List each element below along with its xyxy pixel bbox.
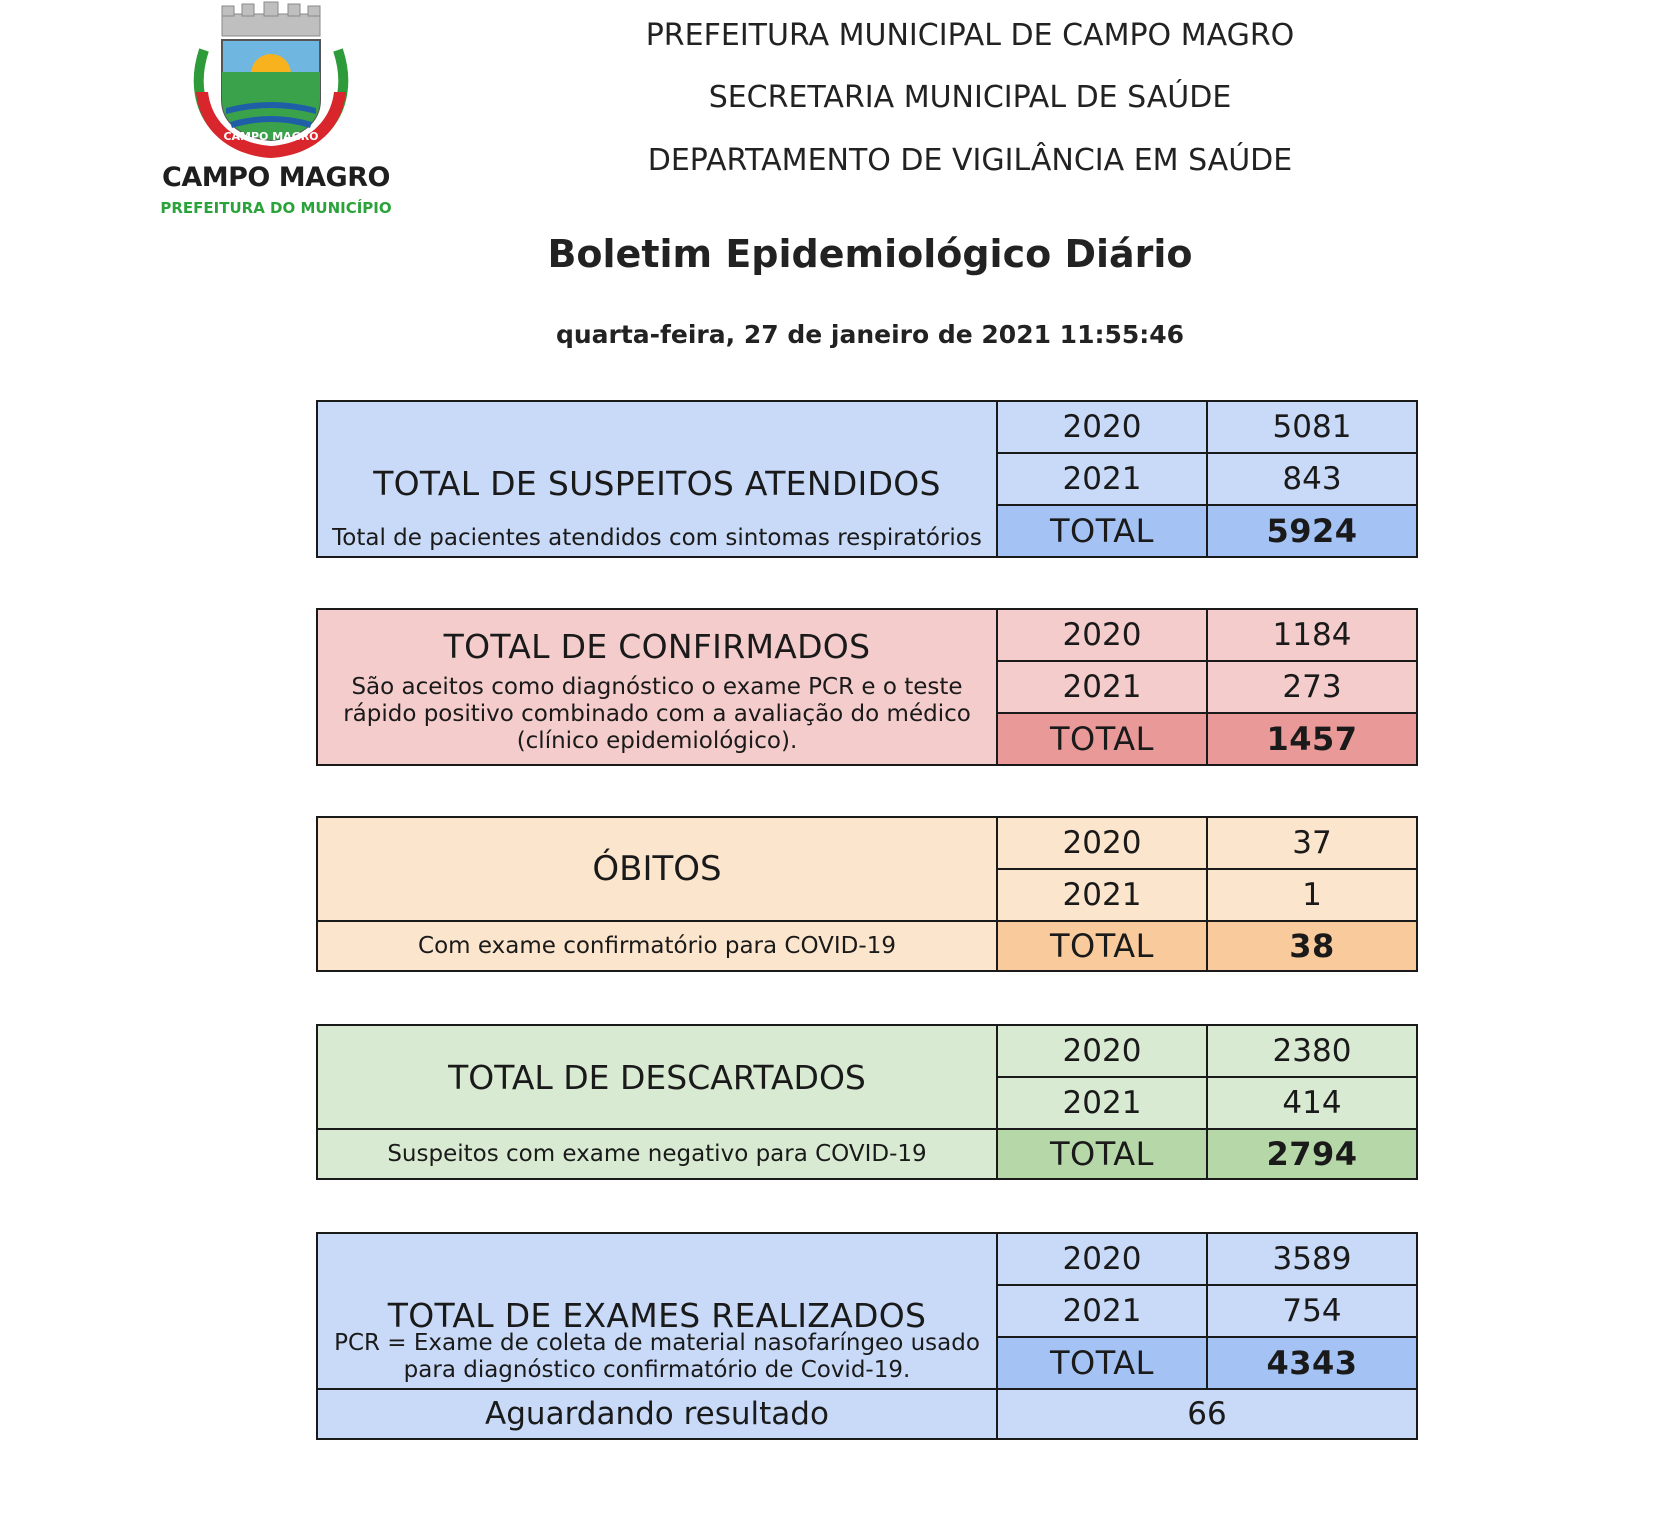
exams-year-2020: 2020 [997, 1233, 1207, 1285]
discarded-total-label: TOTAL [997, 1129, 1207, 1179]
header-line-3: DEPARTAMENTO DE VIGILÂNCIA EM SAÚDE [647, 143, 1293, 178]
header-line-1: PREFEITURA MUNICIPAL DE CAMPO MAGRO [645, 18, 1295, 53]
suspects-description: Total de pacientes atendidos com sintomas respiratórios [332, 525, 982, 551]
logo-ribbon-text: CAMPO MAGRO [223, 130, 319, 143]
deaths-value-2021: 1 [1207, 869, 1417, 921]
awaiting-result-value: 66 [997, 1389, 1417, 1439]
awaiting-result-label: Aguardando resultado [317, 1389, 997, 1439]
suspects-title: TOTAL DE SUSPEITOS ATENDIDOS [373, 463, 941, 503]
exams-description: PCR = Exame de coleta de material nasofaríngeo usado para diagnóstico confirmatório de Covid-19. [334, 1330, 980, 1383]
exams-value-2020: 3589 [1207, 1233, 1417, 1285]
logo-name: CAMPO MAGRO [162, 162, 390, 193]
suspects-label-cell [317, 401, 997, 557]
confirmed-value-2021: 273 [1207, 661, 1417, 713]
page-title: Boletim Epidemiológico Diário [547, 232, 1193, 276]
exams-label-cell [317, 1233, 997, 1389]
deaths-total-value: 38 [1207, 921, 1417, 971]
confirmed-description: São aceitos como diagnóstico o exame PCR e o teste rápido positivo combinado com a avaliação do médico (clínico epidemiológico). [343, 674, 971, 754]
deaths-year-2021: 2021 [997, 869, 1207, 921]
deaths-table [316, 816, 1418, 972]
discarded-value-2020: 2380 [1207, 1025, 1417, 1077]
exams-value-2021: 754 [1207, 1285, 1417, 1337]
deaths-total-label: TOTAL [997, 921, 1207, 971]
deaths-title: ÓBITOS [317, 817, 997, 921]
suspects-value-2021: 843 [1207, 453, 1417, 505]
confirmed-total-value: 1457 [1207, 713, 1417, 765]
deaths-description: Com exame confirmatório para COVID-19 [317, 921, 997, 971]
logo-subtitle: PREFEITURA DO MUNICÍPIO [160, 199, 392, 217]
suspects-total-label: TOTAL [997, 505, 1207, 557]
deaths-year-2020: 2020 [997, 817, 1207, 869]
suspects-total-value: 5924 [1207, 505, 1417, 557]
confirmed-year-2020: 2020 [997, 609, 1207, 661]
deaths-value-2020: 37 [1207, 817, 1417, 869]
exams-total-value: 4343 [1207, 1337, 1417, 1389]
exams-table [316, 1232, 1418, 1440]
discarded-description: Suspeitos com exame negativo para COVID-19 [317, 1129, 997, 1179]
discarded-year-2020: 2020 [997, 1025, 1207, 1077]
confirmed-title: TOTAL DE CONFIRMADOS [443, 627, 871, 666]
suspects-value-2020: 5081 [1207, 401, 1417, 453]
discarded-title: TOTAL DE DESCARTADOS [317, 1025, 997, 1129]
discarded-year-2021: 2021 [997, 1077, 1207, 1129]
confirmed-total-label: TOTAL [997, 713, 1207, 765]
confirmed-table [316, 608, 1418, 766]
discarded-table [316, 1024, 1418, 1180]
confirmed-value-2020: 1184 [1207, 609, 1417, 661]
bulletin-date: quarta-feira, 27 de janeiro de 2021 11:55:46 [555, 320, 1185, 349]
discarded-total-value: 2794 [1207, 1129, 1417, 1179]
header-line-2: SECRETARIA MUNICIPAL DE SAÚDE [708, 80, 1232, 115]
confirmed-year-2021: 2021 [997, 661, 1207, 713]
exams-total-label: TOTAL [997, 1337, 1207, 1389]
suspects-year-2021: 2021 [997, 453, 1207, 505]
discarded-value-2021: 414 [1207, 1077, 1417, 1129]
exams-title: TOTAL DE EXAMES REALIZADOS [387, 1295, 927, 1335]
confirmed-label-cell [317, 609, 997, 765]
suspects-table [316, 400, 1418, 558]
exams-year-2021: 2021 [997, 1285, 1207, 1337]
suspects-year-2020: 2020 [997, 401, 1207, 453]
